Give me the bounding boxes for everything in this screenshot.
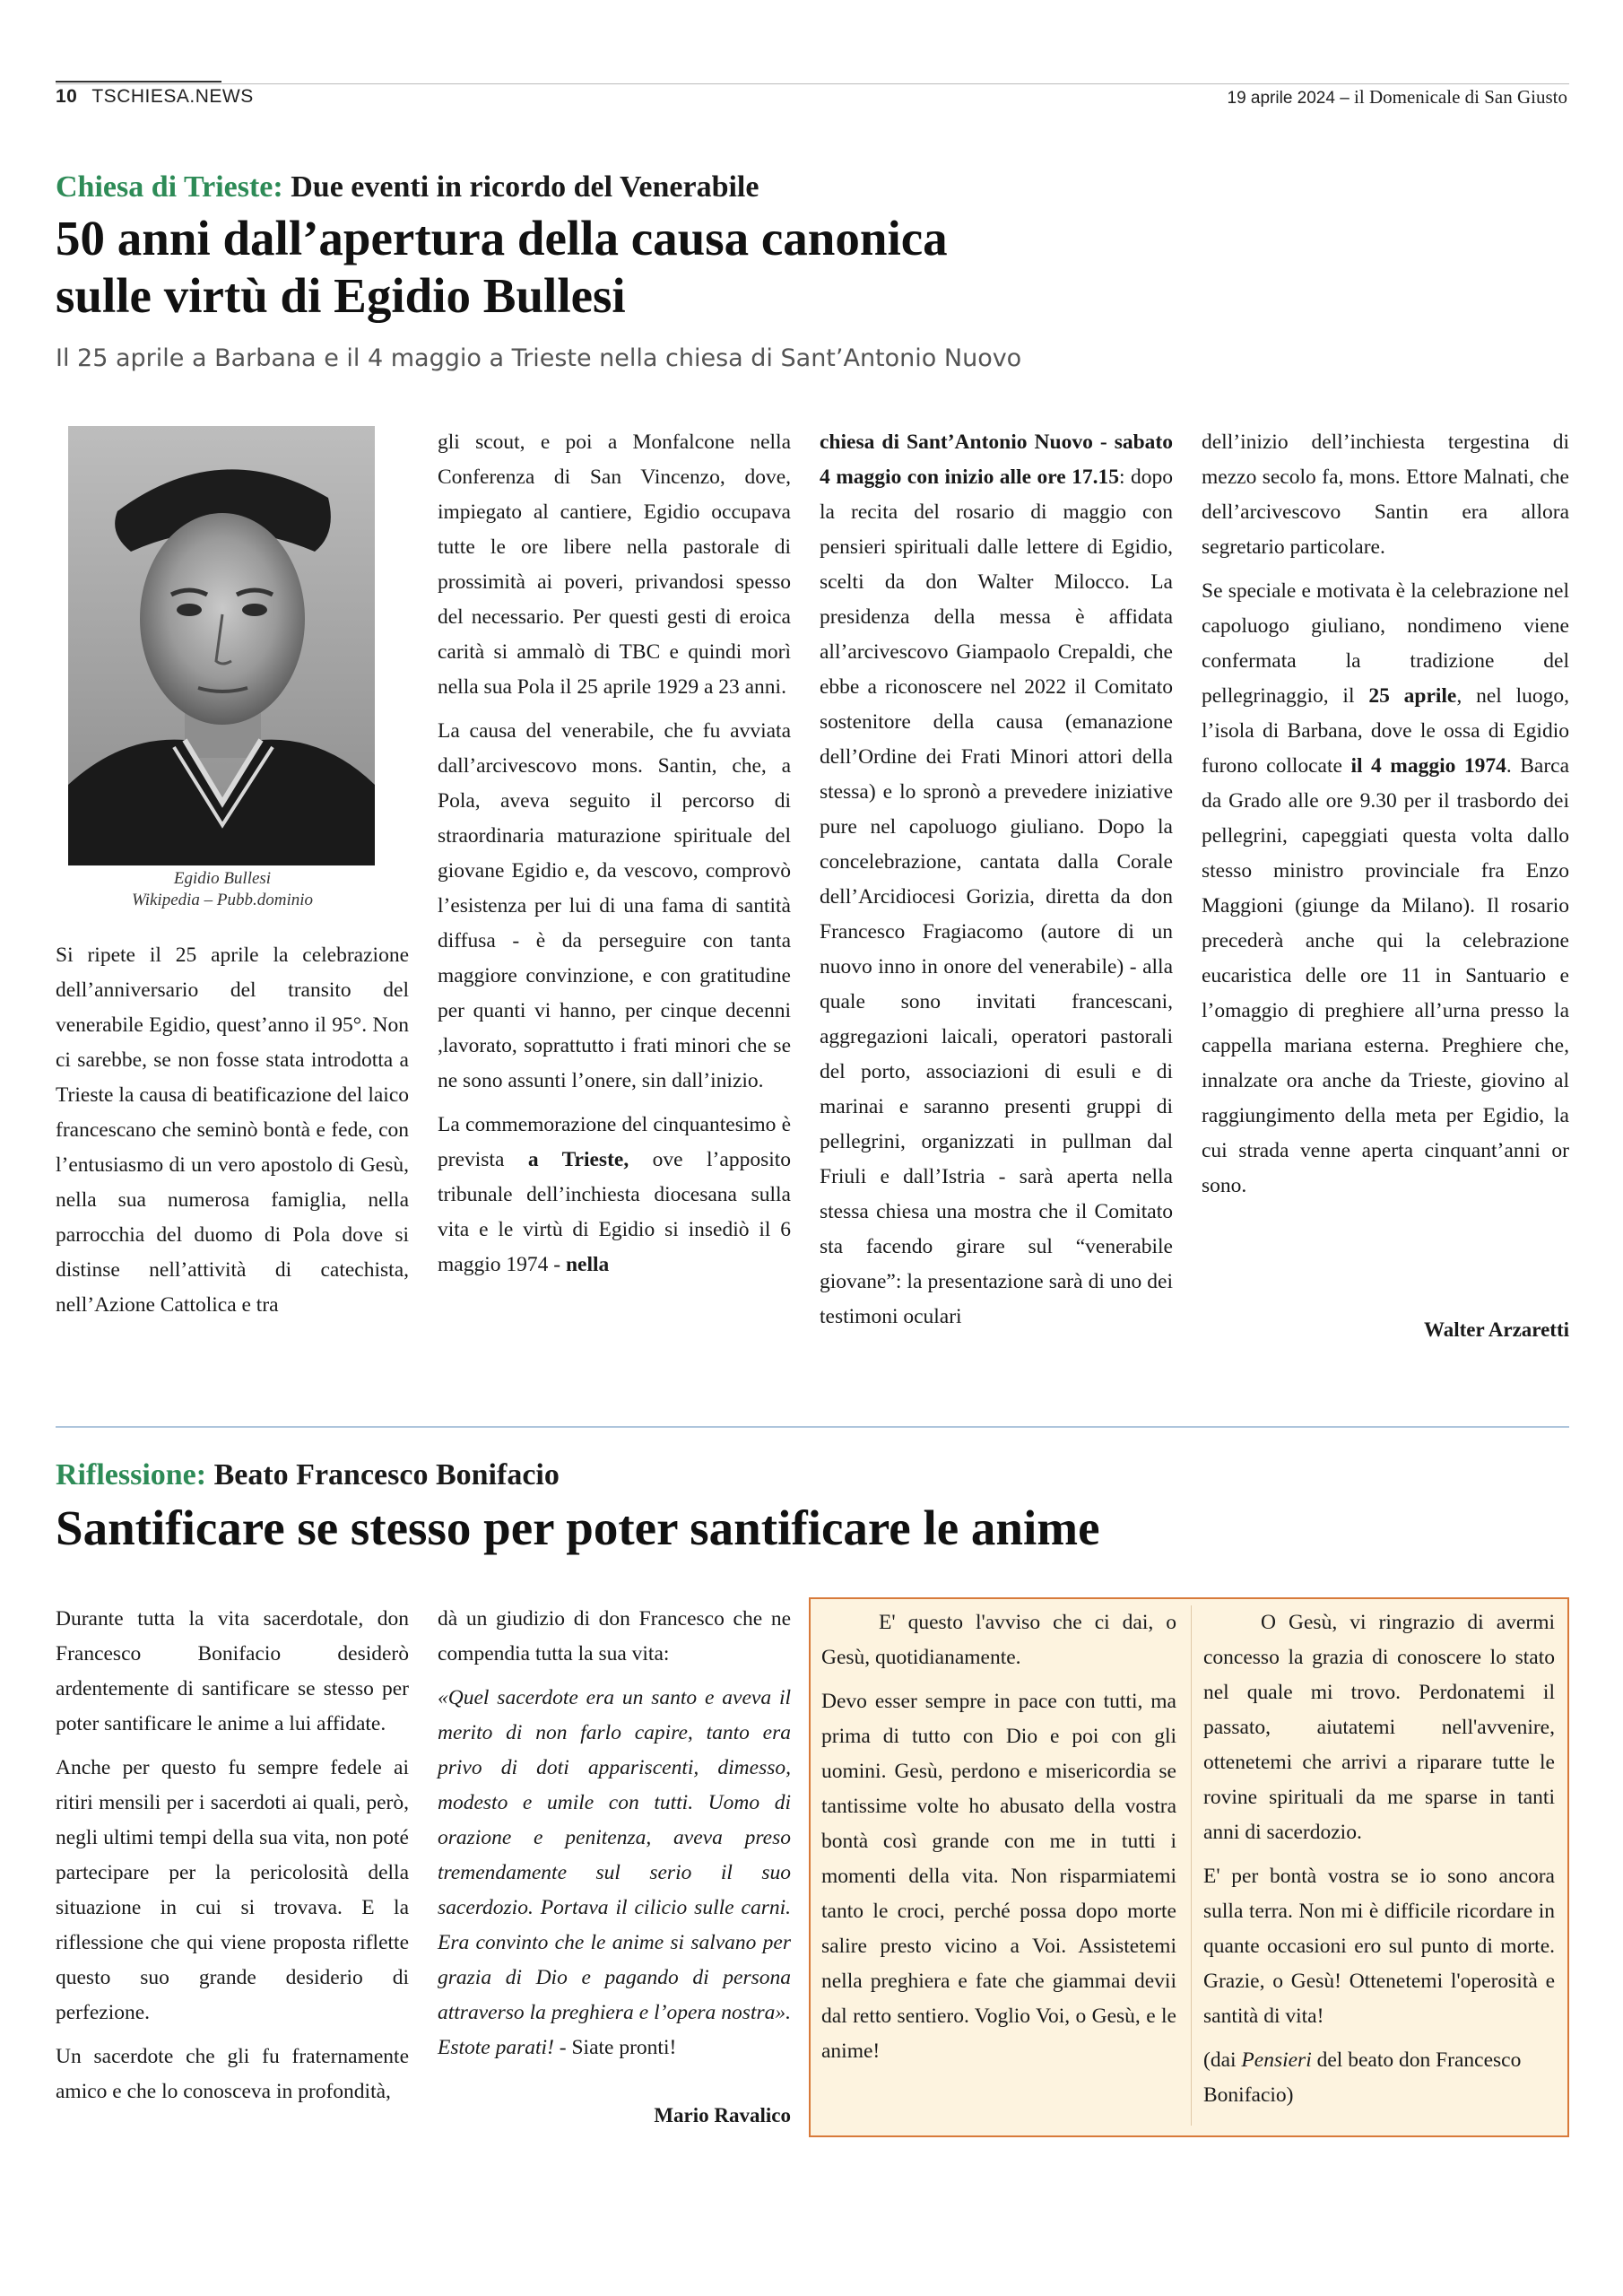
italic-run: Pensieri	[1241, 2048, 1312, 2072]
article1-column-1	[56, 938, 409, 1332]
text-run: ove l’apposito tribunale dell’inchiesta diocesana sulla vita e le virtù di Egidio si insediò il 6 maggio 1974 -	[438, 1148, 792, 1276]
paragraph: Anche per questo fu sempre fedele ai ritiri mensili per i sacerdoti ai quali, però, negli ultimi tempi della sua vita, non poté partecipare per la pericolosità della situazione in cui si trovava. E la riflessione che qui viene proposta riflette questo suo grande desiderio di perfezione.	[56, 1756, 409, 2024]
bold-run: nella	[565, 1253, 610, 1276]
text-run: , nel luogo, l’isola di Barbana, dove le ossa di Egidio furono collocate	[1202, 684, 1569, 778]
site-name: TSCHIESA.NEWS	[91, 86, 254, 107]
source-note	[1203, 2043, 1555, 2113]
text-run: Se speciale e motivata è la celebrazione nel capoluogo giuliano, nondimeno viene confermata la tradizione del pellegrinaggio, il	[1202, 579, 1569, 708]
article2-author: Mario Ravalico	[654, 2104, 791, 2126]
article2-category: Riflessione:	[56, 1458, 207, 1492]
paragraph	[820, 425, 1173, 1335]
header-rule	[56, 83, 1569, 84]
photo-caption	[56, 868, 389, 911]
paragraph: E' questo l'avviso che ci dai, o Gesù, quotidianamente.	[821, 1611, 1176, 1669]
text-run: (dai	[1203, 2048, 1242, 2072]
paragraph: dell’inizio dell’inchiesta tergestina di mezzo secolo fa, mons. Ettore Malnati, che dell’arcivescovo Santin era allora segretario particolare.	[1202, 430, 1569, 559]
page-number: 10	[56, 86, 78, 107]
article1-author: Walter Arzaretti	[1424, 1318, 1569, 1341]
article1-title-line1: 50 anni dall’apertura della causa canonica	[56, 211, 948, 265]
article1-title-line2: sulle virtù di Egidio Bullesi	[56, 268, 626, 323]
prayer-box-gutter	[1191, 1605, 1192, 2126]
text-run: : dopo la recita del rosario di maggio con pensieri spirituali dalle lettere di Egidio, scelti da don Walter Milocco. La presidenza della messa è affidata all’arcivescovo Giampaolo Crepaldi, che ebbe a riconoscere nel 2022 il Comitato sostenitore della causa (emanazione dell’Ordine dei Frati Minori attori della stessa) e lo spronò a prevedere iniziative pure nel capoluogo giuliano. Dopo la concelebrazione, cantata dalla Corale dell’Arcidiocesi Gorizia, diretta da don Francesco Fragiacomo (autore di un nuovo inno in onore del venerabile) - alla quale sono invitati francescani, aggregazioni laicali, operatori pastorali del porto, associazioni di esuli e di marinai e saranno presenti gruppi di pellegrini, organizzati in pullman dal Friuli e dall’Istria - sarà aperta nella stessa chiesa una mostra che il Comitato sta facendo girare sul “venerabile giovane”: la presentazione sarà di uno dei testimoni oculari	[820, 465, 1174, 1328]
article1-column-2	[438, 425, 791, 1292]
bold-run: il 4 maggio 1974	[1350, 754, 1506, 778]
article1-subtitle: Il 25 aprile a Barbana e il 4 maggio a Trieste nella chiesa di Sant’Antonio Nuovo	[56, 344, 1022, 372]
bold-run: 25 aprile	[1368, 684, 1457, 708]
paragraph: gli scout, e poi a Monfalcone nella Conferenza di San Vincenzo, dove, impiegato al cantiere, Egidio occupava tutte le ore libere nella pastorale di prossimità ai poveri, privandosi spesso del necessario. Per questi gesti di eroica carità si ammalò di TBC e quindi morì nella sua Pola il 25 aprile 1929 a 23 anni.	[438, 430, 791, 699]
article2-kicker-text: Beato Francesco Bonifacio	[213, 1458, 560, 1492]
bold-run: a Trieste,	[527, 1148, 629, 1171]
article1-column-3	[820, 425, 1173, 1344]
article2-kicker	[56, 1458, 560, 1492]
text-run: La commemorazione del cinquantesimo è prevista	[438, 1113, 791, 1171]
prayer-box-column-2	[1203, 1605, 1555, 2122]
paragraph: La causa del venerabile, che fu avviata dall’arcivescovo mons. Santin, che, a Pola, aveva seguito il percorso di straordinaria maturazione spirituale del giovane Egidio e, da vescovo, comprovò l’esistenza per lui di una fama di santità diffusa - è da perseguire con tanta maggiore convinzione, e con gratitudine per quanti vi hanno, per cinque decenni ,lavorato, soprattutto i frati minori che se ne sono assunti l’onere, sin dall’inizio.	[438, 719, 791, 1092]
publication-name: il Domenicale di San Giusto	[1354, 86, 1567, 108]
paragraph: O Gesù, vi ringrazio di avermi concesso la grazia di conoscere lo stato nel quale mi trovo. Perdonatemi il passato, aiutatemi nell'avvenire, ottenetemi che arrivi a riparare tutte le rovine spirituali da me sparse in tanti anni di sacerdozio.	[1203, 1611, 1555, 1844]
section-divider	[56, 1426, 1569, 1428]
portrait-photo	[68, 426, 375, 865]
header-rule-short	[56, 81, 221, 83]
photo-caption-credit: Wikipedia – Pubb.dominio	[131, 891, 314, 909]
paragraph	[438, 1681, 791, 2066]
text-run: . Barca da Grado alle ore 9.30 per il trasbordo dei pellegrini, capeggiati questa volta dallo stesso ministro provinciale fra Enzo Maggioni (giunge da Milano). Il rosario precederà anche qui la celebrazione eucaristica delle ore 11 in Santuario e l’omaggio di preghiere all’urna presso la cappella mariana esterna. Preghiere che, innalzate ora anche da Trieste, giovino al raggiungimento della meta per Egidio, la cui strada venne aperta cinquant’anni or sono.	[1202, 754, 1569, 1197]
bold-run: chiesa di Sant’Antonio Nuovo - sabato 4 maggio con inizio alle ore 17.15	[820, 430, 1173, 489]
article1-column-4	[1202, 425, 1569, 1213]
header-left	[56, 86, 254, 108]
header-right	[1228, 86, 1568, 109]
article1-kicker-text: Due eventi in ricordo del Venerabile	[291, 170, 759, 204]
article1-category: Chiesa di Trieste:	[56, 170, 283, 204]
paragraph: E' per bontà vostra se io sono ancora sulla terra. Non mi è difficile ricordare in quante occasioni ero sul punto di morte. Grazie, o Gesù! Ottenetemi l'operosità e santità di vita!	[1203, 1865, 1555, 2028]
paragraph: dà un giudizio di don Francesco che ne compendia tutta la sua vita:	[438, 1607, 791, 1665]
paragraph	[1202, 574, 1569, 1204]
issue-date: 19 aprile 2024 –	[1227, 89, 1350, 108]
article2-column-2	[438, 1602, 791, 2074]
paragraph: Un sacerdote che gli fu fraternamente amico e che lo conosceva in profondità,	[56, 2045, 409, 2103]
article2-title: Santificare se stesso per poter santificare le anime	[56, 1500, 1100, 1555]
paragraph: Durante tutta la vita sacerdotale, don Francesco Bonifacio desiderò ardentemente di santificare se stesso per poter santificare le anime a lui affidate.	[56, 1607, 409, 1735]
article1-title	[56, 210, 1490, 325]
text-run: - Siate pronti!	[553, 2036, 677, 2059]
article2-column-1	[56, 1602, 409, 2118]
prayer-box-column-1	[821, 1605, 1176, 2078]
paragraph	[438, 1108, 791, 1283]
photo-caption-name: Egidio Bullesi	[173, 869, 272, 888]
article1-kicker	[56, 170, 759, 204]
text-run: del beato don Francesco Bonifacio)	[1203, 2048, 1522, 2107]
paragraph: Devo esser sempre in pace con tutti, ma prima di tutto con Dio e poi con gli uomini. Gesù, perdono e misericordia se tantissime volte ho abusato della vostra bontà così grande con me in tutti i momenti della vita. Non risparmiatemi tanto le croci, perché possa dopo morte salire presto vicino a Voi. Assistetemi nella preghiera e fate che giammai devii dal retto sentiero. Voglio Voi, o Gesù, e le anime!	[821, 1690, 1176, 2063]
italic-run: «Quel sacerdote era un santo e aveva il merito di non farlo capire, tanto era privo di doti appariscenti, dimesso, modesto e umile con tutti. Uomo di orazione e penitenza, aveva preso tremendamente sul serio il suo sacerdozio. Portava il cilicio sulle carni. Era convinto che le anime si salvano per grazia di Dio e pagando di persona attraverso la preghiera e l’opera nostra». Estote parati!	[438, 1686, 791, 2059]
portrait-illustration	[68, 426, 375, 865]
paragraph: Si ripete il 25 aprile la celebrazione dell’anniversario del transito del venerabile Egidio, quest’anno il 95°. Non ci sarebbe, se non fosse stata introdotta a Trieste la causa di beatificazione del laico francescano che seminò bontà e fede, con l’entusiasmo di un vero apostolo di Gesù, nella sua numerosa famiglia, nella parrocchia del duomo di Pola dove si distinse nell’attività di catechista, nell’Azione Cattolica e tra	[56, 944, 409, 1317]
